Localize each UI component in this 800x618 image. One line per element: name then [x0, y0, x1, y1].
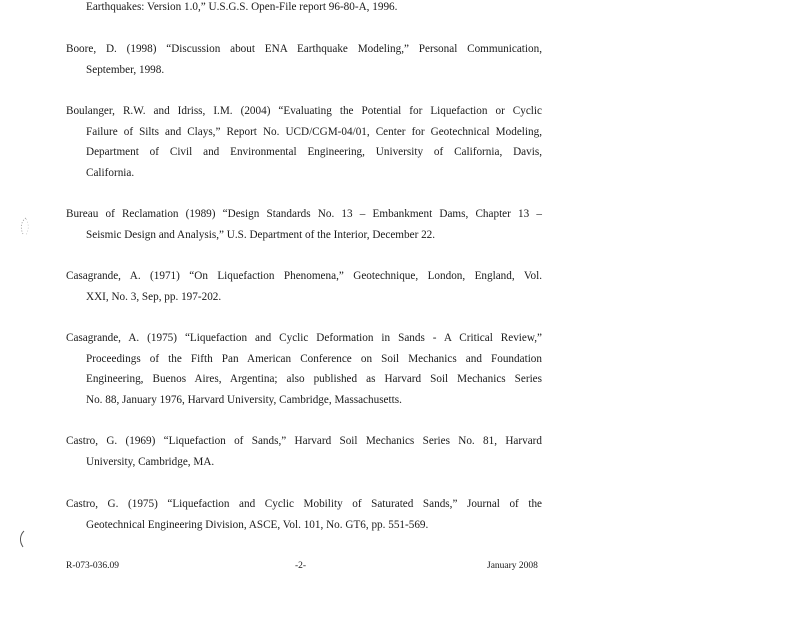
reference-line: Failure of Silts and Clays,” Report No. UCD/CGM-04/01, Center for Geotechnical Modeling, — [86, 125, 542, 138]
reference-line: Seismic Design and Analysis,” U.S. Department of the Interior, December 22. — [86, 228, 436, 241]
reference-entry — [66, 431, 542, 472]
reference-line: Boore, D. (1998) “Discussion about ENA Earthquake Modeling,” Personal Communication, — [66, 43, 542, 55]
reference-entry — [66, 266, 542, 307]
footer-date: January 2008 — [487, 561, 538, 571]
reference-line: September, 1998. — [86, 63, 165, 76]
punch-hole-mark — [18, 216, 30, 238]
footer-page-number: -2- — [295, 561, 307, 571]
reference-line: California. — [86, 166, 135, 179]
reference-line: Bureau of Reclamation (1989) “Design Standards No. 13 – Embankment Dams, Chapter 13 – — [66, 208, 542, 220]
footer-document-number: R-073-036.09 — [66, 561, 120, 571]
reference-line: Geotechnical Engineering Division, ASCE, Vol. 101, No. GT6, pp. 551-569. — [86, 518, 429, 531]
reference-entry — [66, 204, 542, 245]
reference-line: University, Cambridge, MA. — [86, 455, 215, 468]
reference-line: Earthquakes: Version 1.0,” U.S.G.S. Open-File report 96-80-A, 1996. — [86, 1, 398, 13]
reference-line: No. 88, January 1976, Harvard University, Cambridge, Massachusetts. — [86, 393, 402, 406]
punch-hole-mark — [17, 530, 29, 552]
reference-entry — [66, 101, 542, 183]
reference-line: Castro, G. (1969) “Liquefaction of Sands,” Harvard Soil Mechanics Series No. 81, Harvard — [66, 435, 542, 447]
reference-entry — [66, 494, 542, 535]
reference-line: Casagrande, A. (1975) “Liquefaction and Cyclic Deformation in Sands - A Critical Review,” — [66, 332, 542, 344]
reference-line: Castro, G. (1975) “Liquefaction and Cyclic Mobility of Saturated Sands,” Journal of the — [66, 498, 542, 510]
reference-line: XXI, No. 3, Sep, pp. 197-202. — [86, 290, 222, 303]
reference-entry — [66, 328, 542, 410]
reference-line: Casagrande, A. (1971) “On Liquefaction Phenomena,” Geotechnique, London, England, Vol. — [66, 270, 542, 282]
reference-line: Engineering, Buenos Aires, Argentina; also published as Harvard Soil Mechanics Series — [86, 373, 542, 386]
reference-line: Proceedings of the Fifth Pan American Conference on Soil Mechanics and Foundation — [86, 352, 542, 365]
reference-entry — [66, 0, 542, 18]
reference-line: Department of Civil and Environmental Engineering, University of California, Davis, — [86, 146, 542, 159]
reference-line: Boulanger, R.W. and Idriss, I.M. (2004) “Evaluating the Potential for Liquefaction or Cyclic — [66, 105, 542, 117]
reference-entry — [66, 39, 542, 80]
